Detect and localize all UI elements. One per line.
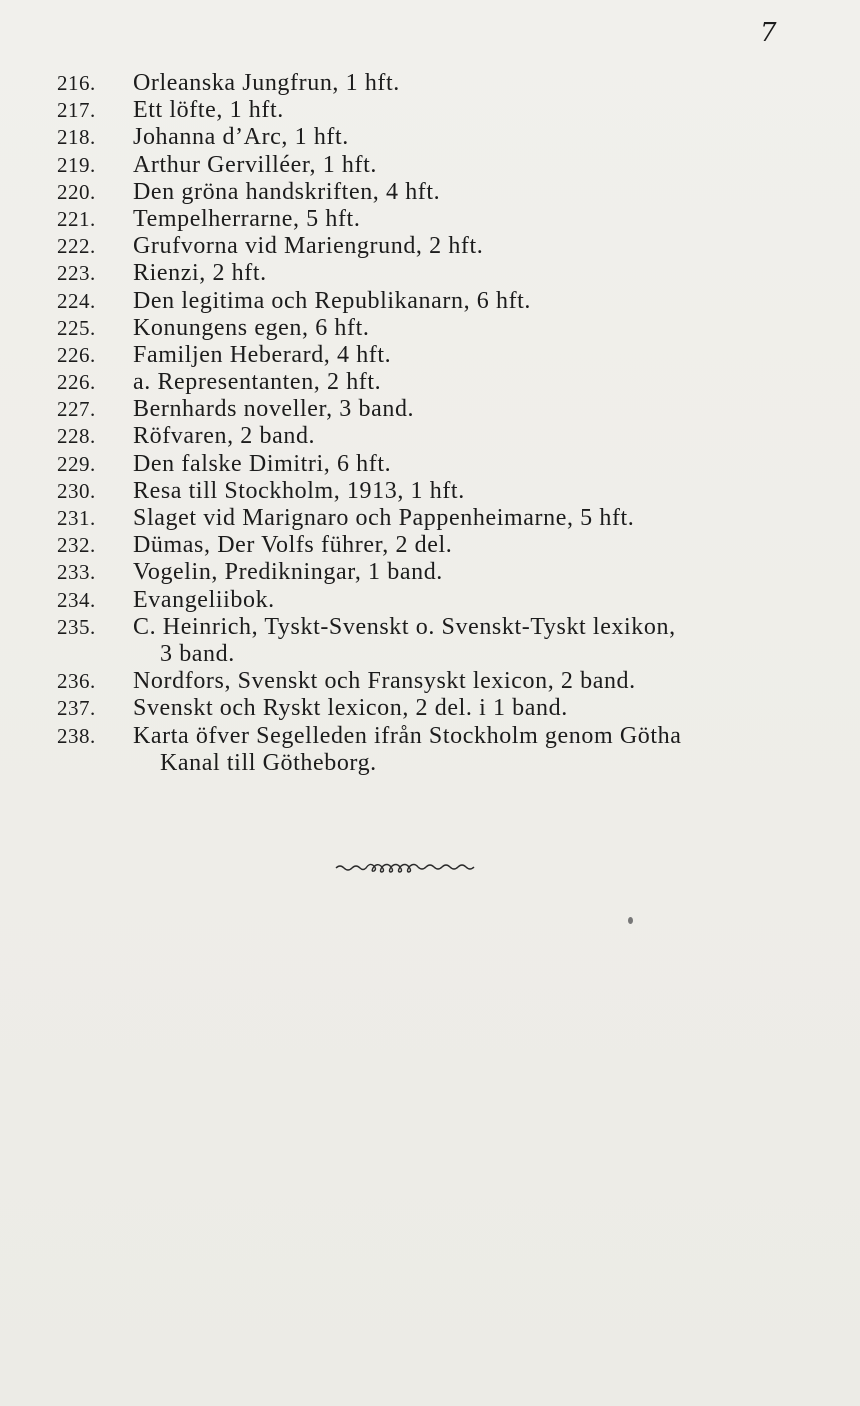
catalog-entry-continuation	[0, 750, 860, 777]
entry-title: Konungens egen, 6 hft.	[133, 314, 370, 341]
entry-number: 218.	[57, 125, 96, 150]
catalog-entry	[0, 342, 860, 369]
entry-number: 231.	[57, 506, 96, 530]
catalog-entry	[0, 451, 860, 478]
catalog-entry	[0, 369, 860, 396]
entry-number: 217.	[57, 98, 96, 123]
entry-number: 230.	[57, 478, 96, 503]
entry-title: Johanna d’Arc, 1 hft.	[133, 124, 349, 151]
entry-title: Familjen Heberard, 4 hft.	[133, 341, 392, 368]
catalog-entry	[0, 614, 860, 641]
entry-title: Dümas, Der Volfs führer, 2 del.	[133, 532, 453, 559]
entry-number: 229.	[57, 451, 96, 476]
entry-title: Tempelherrarne, 5 hft.	[133, 205, 361, 232]
catalog-entry	[0, 695, 860, 722]
entry-number: 220.	[57, 179, 96, 204]
catalog-entry	[0, 587, 860, 614]
print-speck	[628, 917, 633, 924]
entry-title: Den gröna handskriften, 4 hft.	[133, 178, 441, 205]
catalog-entry	[0, 478, 860, 505]
entry-number: 228.	[57, 424, 96, 449]
entry-title: a. Representanten, 2 hft.	[133, 369, 382, 396]
entry-title: Grufvorna vid Mariengrund, 2 hft.	[133, 233, 484, 260]
entry-number: 223.	[57, 261, 96, 286]
catalog-entry	[0, 559, 860, 586]
catalog-entry	[0, 233, 860, 260]
entry-number: 225.	[57, 315, 96, 340]
entry-title: Rienzi, 2 hft.	[133, 260, 267, 287]
catalog-entry	[0, 288, 860, 315]
catalog-list	[0, 70, 860, 777]
catalog-entry	[0, 124, 860, 151]
entry-title: Ett löfte, 1 hft.	[133, 97, 284, 124]
catalog-entry	[0, 315, 860, 342]
entry-title: Nordfors, Svenskt och Fransyskt lexicon, 2 band.	[133, 668, 636, 695]
entry-number: 237.	[57, 696, 96, 721]
entry-title: Resa till Stockholm, 1913, 1 hft.	[133, 477, 465, 504]
catalog-entry	[0, 668, 860, 695]
catalog-entry	[0, 70, 860, 97]
catalog-entry	[0, 97, 860, 124]
entry-title: Slaget vid Marignaro och Pappenheimarne, 5 hft.	[133, 505, 635, 531]
entry-title: Bernhards noveller, 3 band.	[133, 396, 415, 423]
entry-title: Röfvaren, 2 band.	[133, 423, 316, 450]
page-number: 7	[760, 18, 777, 48]
entry-title: Svenskt och Ryskt lexicon, 2 del. i 1 band.	[133, 695, 568, 722]
entry-title-continuation: Kanal till Götheborg.	[160, 749, 377, 776]
entry-number: 236.	[57, 669, 96, 694]
entry-number: 235.	[57, 614, 96, 639]
entry-title: Vogelin, Predikningar, 1 band.	[133, 559, 443, 586]
entry-number: 216.	[57, 71, 96, 95]
entry-number: 219.	[57, 152, 96, 177]
catalog-entry	[0, 423, 860, 450]
catalog-entry-continuation	[0, 641, 860, 668]
entry-number: 232.	[57, 533, 96, 558]
entry-number: 238.	[57, 723, 96, 748]
entry-number: 226.	[57, 342, 96, 367]
entry-title: Orleanska Jungfrun, 1 hft.	[133, 70, 400, 96]
catalog-entry	[0, 396, 860, 423]
entry-title: Evangeliibok.	[133, 586, 275, 613]
catalog-entry	[0, 532, 860, 559]
entry-number: 222.	[57, 234, 96, 259]
entry-number: 227.	[57, 397, 96, 422]
catalog-entry	[0, 260, 860, 287]
catalog-entry	[0, 206, 860, 233]
entry-title: Karta öfver Segelleden ifrån Stockholm genom Götha	[133, 722, 682, 749]
entry-number: 226.	[57, 370, 96, 395]
catalog-entry	[0, 152, 860, 179]
entry-number: 221.	[57, 206, 96, 231]
entry-title: Den legitima och Republikanarn, 6 hft.	[133, 287, 532, 314]
catalog-entry	[0, 723, 860, 750]
entry-title-continuation: 3 band.	[160, 640, 235, 667]
entry-title: C. Heinrich, Tyskt-Svenskt o. Svenskt-Tyskt lexikon,	[133, 613, 676, 640]
catalog-entry	[0, 179, 860, 206]
entry-title: Den falske Dimitri, 6 hft.	[133, 450, 392, 477]
entry-number: 234.	[57, 587, 96, 612]
entry-number: 233.	[57, 560, 96, 585]
scroll-ornament-icon	[334, 858, 514, 874]
entry-number: 224.	[57, 288, 96, 313]
entry-title: Arthur Gervilléer, 1 hft.	[133, 151, 377, 178]
catalog-entry	[0, 505, 860, 532]
